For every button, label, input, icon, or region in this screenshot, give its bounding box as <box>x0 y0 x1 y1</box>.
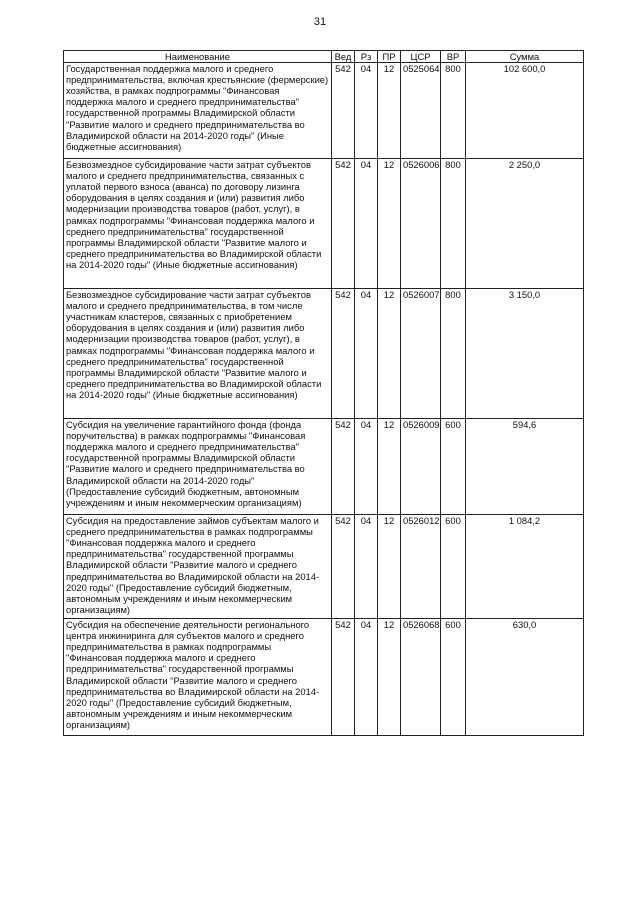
row-ved: 542 <box>332 419 355 515</box>
row-pr: 12 <box>378 289 401 419</box>
row-name: Субсидия на обеспечение деятельности регионального центра инжиниринга для субъектов малого и среднего предпринимательства в рамках подпрограммы "Финансовая поддержка малого и среднего предпринимательства" государственной программы Владимирской области "Развитие малого и среднего предпринимательства во Владимирской области на 2014-2020 годы" (Предоставление субсидий бюджетным, автономным учреждениям и иным некоммерческим организациям) <box>64 619 332 736</box>
row-csr: 0525064 <box>401 63 441 159</box>
row-name: Безвозмездное субсидирование части затрат субъектов малого и среднего предпринимательства, связанных с уплатой первого взноса (аванса) по договору лизинга оборудования в целях создания и (или) развития либо модернизации производства товаров (работ, услуг), в рамках подпрограммы "Финансовая поддержка малого и среднего предпринимательства" государственной программы Владимирской области "Развитие малого и среднего предпринимательства во Владимирской области на 2014-2020 годы" (Иные бюджетные ассигнования) <box>64 159 332 289</box>
row-pr: 12 <box>378 515 401 619</box>
row-rz: 04 <box>355 63 378 159</box>
header-sum: Сумма <box>466 51 584 63</box>
row-sum: 1 084,2 <box>466 515 584 619</box>
row-rz: 04 <box>355 515 378 619</box>
header-pr: ПР <box>378 51 401 63</box>
table-row <box>64 63 584 159</box>
row-ved: 542 <box>332 289 355 419</box>
row-vr: 800 <box>441 289 466 419</box>
row-sum: 2 250,0 <box>466 159 584 289</box>
row-csr: 0526068 <box>401 619 441 736</box>
table-row <box>64 419 584 515</box>
row-ved: 542 <box>332 159 355 289</box>
row-csr: 0526007 <box>401 289 441 419</box>
header-name: Наименование <box>64 51 332 63</box>
table-row <box>64 159 584 289</box>
row-pr: 12 <box>378 419 401 515</box>
row-sum: 3 150,0 <box>466 289 584 419</box>
row-vr: 600 <box>441 515 466 619</box>
row-name: Субсидия на увеличение гарантийного фонда (фонда поручительства) в рамках подпрограммы "Финансовая поддержка малого и среднего предпринимательства" государственной программы Владимирской области "Развитие малого и среднего предпринимательства во Владимирской области на 2014-2020 годы" (Предоставление субсидий бюджетным, автономным учреждениям и иным некоммерческим организациям) <box>64 419 332 515</box>
row-csr: 0526009 <box>401 419 441 515</box>
header-csr: ЦСР <box>401 51 441 63</box>
row-rz: 04 <box>355 419 378 515</box>
row-pr: 12 <box>378 63 401 159</box>
row-csr: 0526012 <box>401 515 441 619</box>
row-vr: 800 <box>441 63 466 159</box>
table-row <box>64 619 584 736</box>
table-row <box>64 289 584 419</box>
row-sum: 630,0 <box>466 619 584 736</box>
row-sum: 102 600,0 <box>466 63 584 159</box>
header-vr: ВР <box>441 51 466 63</box>
row-name: Безвозмездное субсидирование части затрат субъектов малого и среднего предпринимательства, в том числе участникам кластеров, связанных с приобретением оборудования в целях создания и (или) развития либо модернизации производства товаров (работ, услуг), в рамках подпрограммы "Финансовая поддержка малого и среднего предпринимательства" государственной программы Владимирской области "Развитие малого и среднего предпринимательства во Владимирской области на 2014-2020 годы" (Иные бюджетные ассигнования) <box>64 289 332 419</box>
row-vr: 600 <box>441 419 466 515</box>
row-ved: 542 <box>332 515 355 619</box>
header-ved: Вед <box>332 51 355 63</box>
row-name: Субсидия на предоставление займов субъектам малого и среднего предпринимательства в рамках подпрограммы "Финансовая поддержка малого и среднего предпринимательства" государственной программы Владимирской области "Развитие малого и среднего предпринимательства во Владимирской области на 2014-2020 годы" (Предоставление субсидий бюджетным, автономным учреждениям и иным некоммерческим организациям) <box>64 515 332 619</box>
row-pr: 12 <box>378 159 401 289</box>
row-sum: 594,6 <box>466 419 584 515</box>
row-vr: 800 <box>441 159 466 289</box>
budget-table <box>63 50 584 736</box>
row-rz: 04 <box>355 159 378 289</box>
row-rz: 04 <box>355 289 378 419</box>
row-rz: 04 <box>355 619 378 736</box>
row-name: Государственная поддержка малого и среднего предпринимательства, включая крестьянские (фермерские) хозяйства, в рамках подпрограммы "Финансовая поддержка малого и среднего предпринимательства" государственной программы Владимирской области "Развитие малого и среднего предпринимательства во Владимирской области на 2014-2020 годы" (Иные бюджетные ассигнования) <box>64 63 332 159</box>
row-csr: 0526006 <box>401 159 441 289</box>
table-row <box>64 515 584 619</box>
row-ved: 542 <box>332 619 355 736</box>
header-rz: Рз <box>355 51 378 63</box>
row-vr: 600 <box>441 619 466 736</box>
row-pr: 12 <box>378 619 401 736</box>
page-number: 31 <box>313 16 327 28</box>
table-header-row <box>64 51 584 63</box>
row-ved: 542 <box>332 63 355 159</box>
